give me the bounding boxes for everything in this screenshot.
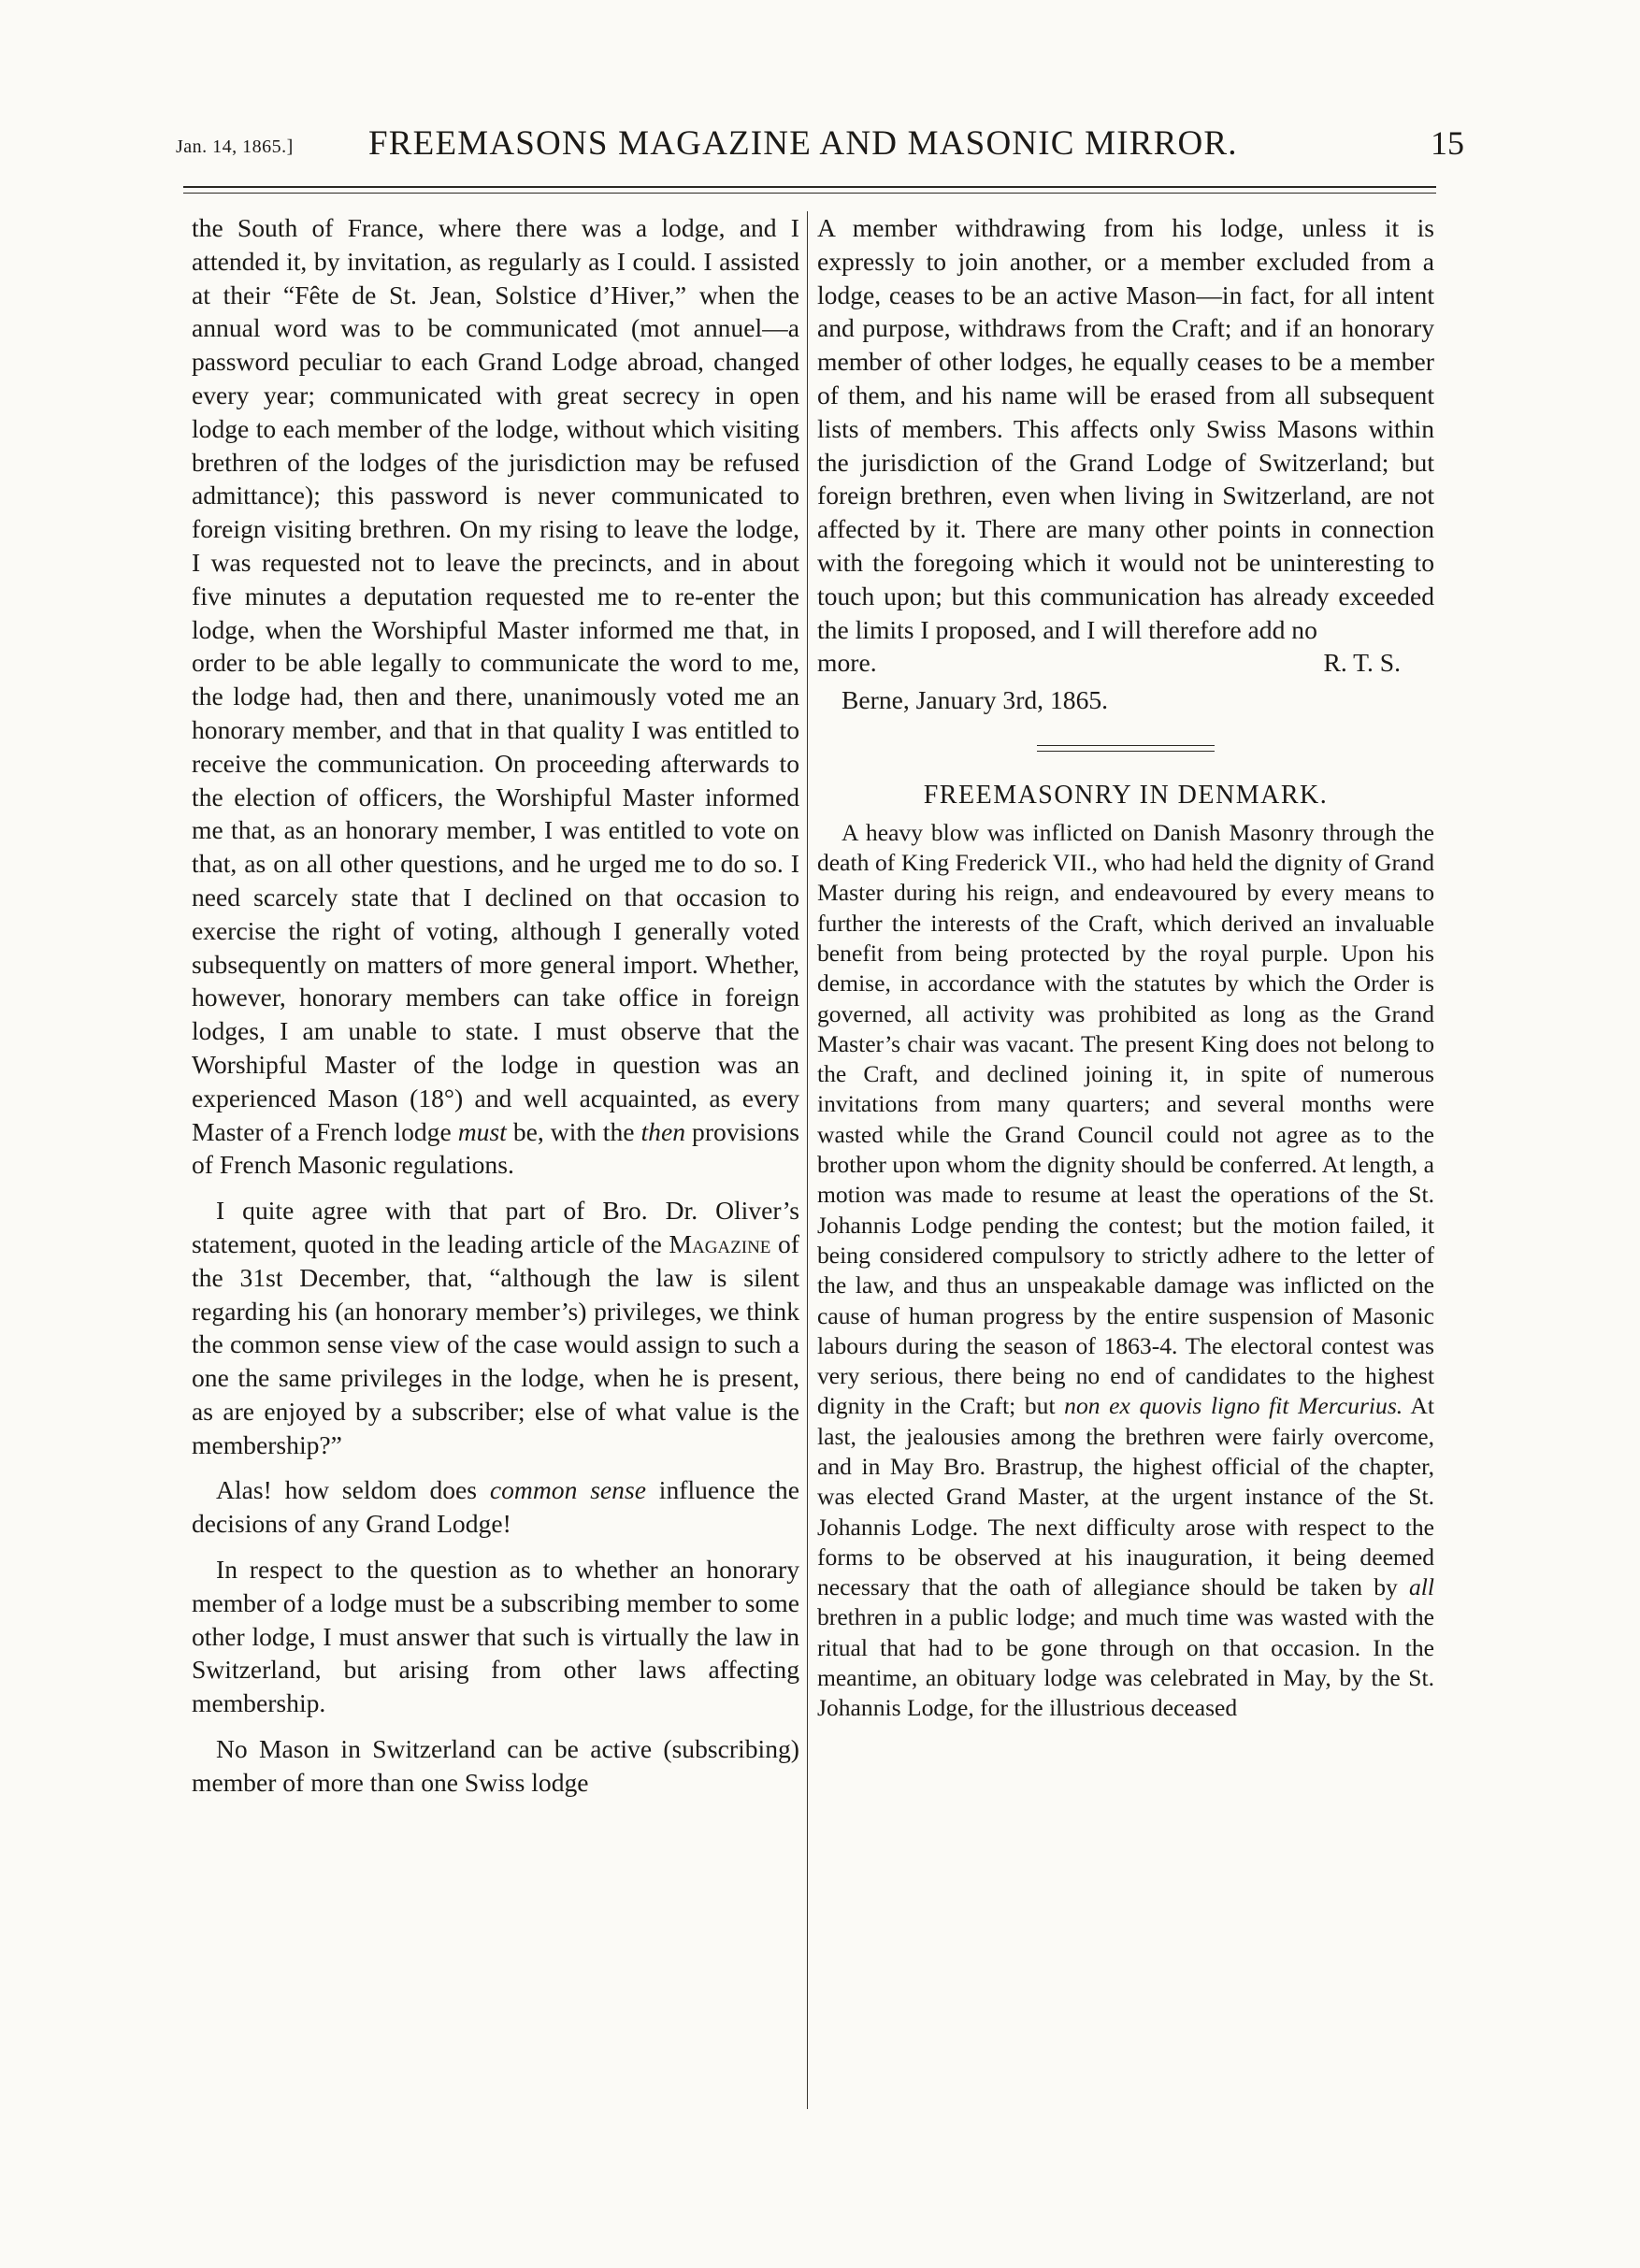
section-heading: FREEMASONRY IN DENMARK. (923, 780, 1329, 810)
paragraph-text: influence the decisions of any Grand Lodge! (192, 1475, 799, 1539)
emphasis: then (640, 1116, 686, 1146)
running-head (176, 123, 1464, 170)
paragraph-text: At last, the jealousies among the brethren were fairly overcome, and in May Bro. Brastrup, the highest official of the chapter, was elected Grand Master, at the urgent instance of the St. Johannis Lodge. The next difficulty arose with respect to the forms to be observed at his inauguration, it being deemed necessary that the oath of allegiance should be taken by (817, 1392, 1434, 1601)
emphasis: must (457, 1116, 507, 1146)
paragraph-text: be, with the (506, 1116, 641, 1146)
paragraph-text: A heavy blow was inflicted on Danish Masonry through the death of King Frederick VII., who had held the dignity of Grand Master during his reign, and endeavoured by every means to further the interests of the Craft, which derived an invaluable benefit from being protected by the royal purple. Upon his demise, in accordance with the statutes by which the Order is governed, all activity was prohibited as long as the Grand Master’s chair was vacant. The present King does not belong to the Craft, and declined joining it, in spite of numerous invitations from many quarters; and several months were wasted while the Grand Council could not agree as to the brother upon whom the dignity should be conferred. At length, a motion was made to resume at least the operations of the St. Johannis Lodge pending the contest; but the motion failed, it being considered compulsory to strictly adhere to the letter of the law, and thus an unspeakable damage was inflicted on the cause of human progress by the entire suspension of Masonic labours during the season of 1863-4. The electoral contest was very serious, there being no end of candidates to the highest dignity in the Craft; but (817, 818, 1434, 1420)
paragraph-text: I quite agree with that part of Bro. Dr. Oliver’s statement, quoted in the leading article of the (192, 1196, 799, 1258)
paragraph-text: more. (817, 648, 877, 678)
paragraph-text: of the 31st December, that, “although the law is silent regarding his (an honorary member’s) privileges, we think the common sense view of the case would assign to such a one the same privileges in the lodge, when he is present, as are enjoyed by a subscriber; else of what value is the membership?” (192, 1228, 799, 1459)
magazine-reference: Magazine (669, 1228, 771, 1258)
left-column (192, 211, 799, 1800)
paragraph-text: brethren in a public lodge; and much time was wasted with the ritual that had to be gone through on that occasion. In the meantime, an obituary lodge was celebrated in May, by the St. Johannis Lodge, for the illustrious deceased (817, 1603, 1434, 1722)
paragraph: In respect to the question as to whether an honorary member of a lodge must be a subscribing member to some other lodge, I must answer that such is virtually the law in Switzerland, but arising from other laws affecting membership. (192, 1555, 799, 1718)
paragraph: No Mason in Switzerland can be active (subscribing) member of more than one Swiss lodge (192, 1734, 799, 1797)
right-column (817, 211, 1434, 1724)
header-rule (183, 186, 1436, 188)
magazine-title: FREEMASONS MAGAZINE AND MASONIC MIRROR. (368, 124, 1238, 163)
emphasis: all (1408, 1573, 1434, 1601)
section-separator (1037, 745, 1215, 754)
paragraph-text: Alas! how seldom does (216, 1475, 490, 1505)
page-number: 15 (1431, 124, 1464, 162)
dateline: Berne, January 3rd, 1865. (842, 685, 1109, 715)
paragraph-text: the South of France, where there was a lodge, and I attended it, by invitation, as regularly as I could. I assisted at their “Fête de St. Jean, Solstice d’Hiver,” when the annual word was to be communicated (mot annuel—a password peculiar to each Grand Lodge abroad, changed every year; communicated with great secrecy in open lodge to each member of the lodge, without which visiting brethren of the lodges of the jurisdiction may be refused admittance); this password is never communicated to foreign visiting brethren. On my rising to leave the lodge, I was requested not to leave the precincts, and in about five minutes a deputation requested me to re-enter the lodge, when the Worshipful Master informed me that, in order to be able legally to communicate the word to me, the lodge had, then and there, unanimously voted me an honorary member, and that in that quality I was entitled to receive the communication. On proceeding afterwards to the election of officers, the Worshipful Master informed me that, as an honorary member, I was entitled to vote on that, as on all other questions, and he urged me to do so. I need scarcely state that I declined on that occasion to exercise the right of voting, although I generally voted subsequently on matters of more general import. Whether, however, honorary members can take office in foreign lodges, I am unable to state. I must observe that the Worshipful Master of the lodge in question was an experienced Mason (18°) and well acquainted, as every Master of a French lodge (192, 213, 799, 1146)
paragraph (192, 1194, 799, 1461)
paragraph-text: A member withdrawing from his lodge, unless it is expressly to join another, or a member excluded from a lodge, ceases to be an active Mason—in fact, for all intent and purpose, withdraws from the Craft; and if an honorary member of other lodges, he equally ceases to be a member of them, and his name will be erased from all subsequent lists of members. This affects only Swiss Masons within the jurisdiction of the Grand Lodge of Switzerland; but foreign brethren, even when living in Switzerland, are not affected by it. There are many other points in connection with the foregoing which it would not be uninteresting to touch upon; but this communication has already exceeded the limits I proposed, and I will therefore add no (817, 213, 1434, 644)
paragraph (192, 1473, 799, 1541)
paragraph-text: provisions of French Masonic regulations. (192, 1116, 799, 1180)
issue-date: Jan. 14, 1865.] (176, 136, 294, 157)
article-body (817, 818, 1434, 1724)
signature: R. T. S. (1323, 648, 1401, 678)
column-rule (807, 211, 808, 2109)
paragraph (817, 211, 1434, 680)
header-rule-thin (183, 193, 1436, 194)
emphasis: common sense (489, 1475, 646, 1505)
latin-quote: non ex quovis ligno fit Mercurius. (1064, 1392, 1403, 1420)
paragraph (192, 211, 799, 1182)
paragraph (817, 818, 1434, 1724)
